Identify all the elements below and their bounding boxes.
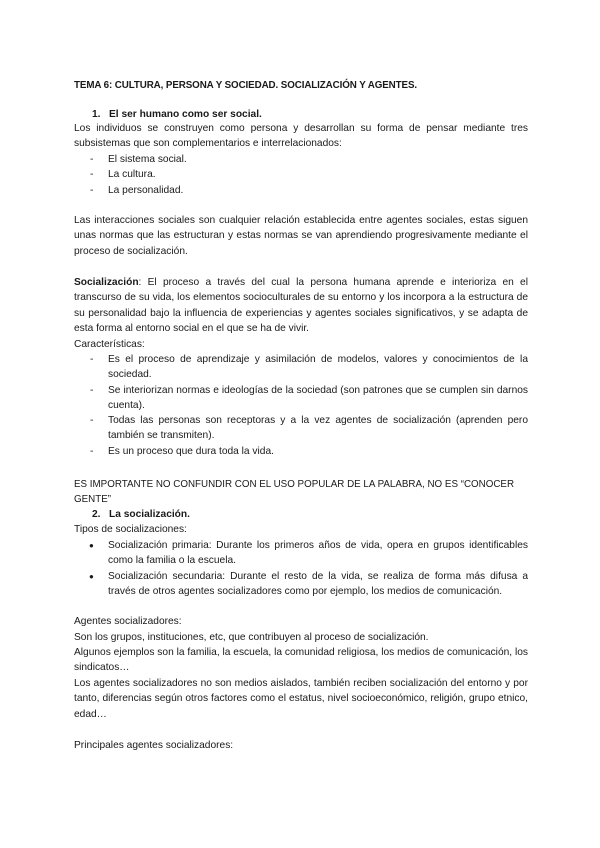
section-1-intro: Los individuos se construyen como persona y desarrollan su forma de pensar mediante tres subsistemas que son complementarios e interrelacionados: [74,123,528,150]
characteristics-list [74,352,528,459]
list-item: - Todas las personas son receptoras y a la vez agentes de socialización (aprenden pero también se transmiten). [74,413,528,444]
list-item: - La personalidad. [74,183,528,198]
list-item: - Es un proceso que dura toda la vida. [74,444,528,459]
warning-note: ES IMPORTANTE NO CONFUNDIR CON EL USO POPULAR DE LA PALABRA, NO ES “CONOCER GENTE” [74,479,515,506]
list-item: - Es el proceso de aprendizaje y asimilación de modelos, valores y conocimientos de la sociedad. [74,352,528,383]
list-item: ● Socialización primaria: Durante los primeros años de vida, opera en grupos identificables como la familia o la escuela. [74,538,528,569]
subsystems-list [74,152,528,198]
agents-definition: Son los grupos, instituciones, etc, que contribuyen al proceso de socialización. [74,632,429,643]
section-1-title: El ser humano como ser social. [109,109,262,120]
types-label: Tipos de socializaciones: [74,524,187,535]
section-2-title: La socialización. [109,509,190,520]
list-item: - La cultura. [74,167,528,182]
agents-note: Los agentes socializadores no son medios aislados, también reciben socialización del entorno y por tanto, diferencias según otros factores como el estatus, nivel socioeconómico, religión, grupo etnico, edad… [74,678,528,720]
definition-text: : El proceso a través del cual la persona humana aprende e interioriza en el transcurso de su vida, los elementos socioculturales de su entorno y los incorpora a la estructura de su personalidad bajo la influencia de experiencias y agentes sociales significativos, y se adapta de esta forma al entorno social en el que se ha de vivir. [74,277,528,334]
list-item: - Se interiorizan normas e ideologías de la sociedad (son patrones que se cumplen sin darnos cuenta). [74,383,528,414]
interactions-paragraph: Las interacciones sociales son cualquier relación establecida entre agentes sociales, estas siguen unas normas que las estructuran y estas normas se van aprendiendo progresivamente mediante el proceso de socialización. [74,215,528,257]
section-2-heading [92,507,190,522]
section-1-number: 1. [92,109,101,120]
list-item: ● Socialización secundaria: Durante el resto de la vida, se realiza de forma más difusa a través de otros agentes socializadores como por ejemplo, los medios de comunicación. [74,569,528,600]
section-1-heading [92,107,262,122]
list-item: - El sistema social. [74,152,528,167]
socialization-types-list [74,538,528,599]
main-agents-label: Principales agentes socializadores: [74,740,234,751]
definition-term: Socialización [74,277,139,288]
agents-label: Agentes socializadores: [74,616,182,627]
definition-paragraph [74,275,528,336]
agents-examples: Algunos ejemplos son la familia, la escuela, la comunidad religiosa, los medios de comunicación, los sindicatos… [74,647,528,674]
characteristics-label: Características: [74,339,145,350]
section-2-number: 2. [92,509,101,520]
document-title: TEMA 6: CULTURA, PERSONA Y SOCIEDAD. SOCIALIZACIÓN Y AGENTES. [74,80,417,91]
